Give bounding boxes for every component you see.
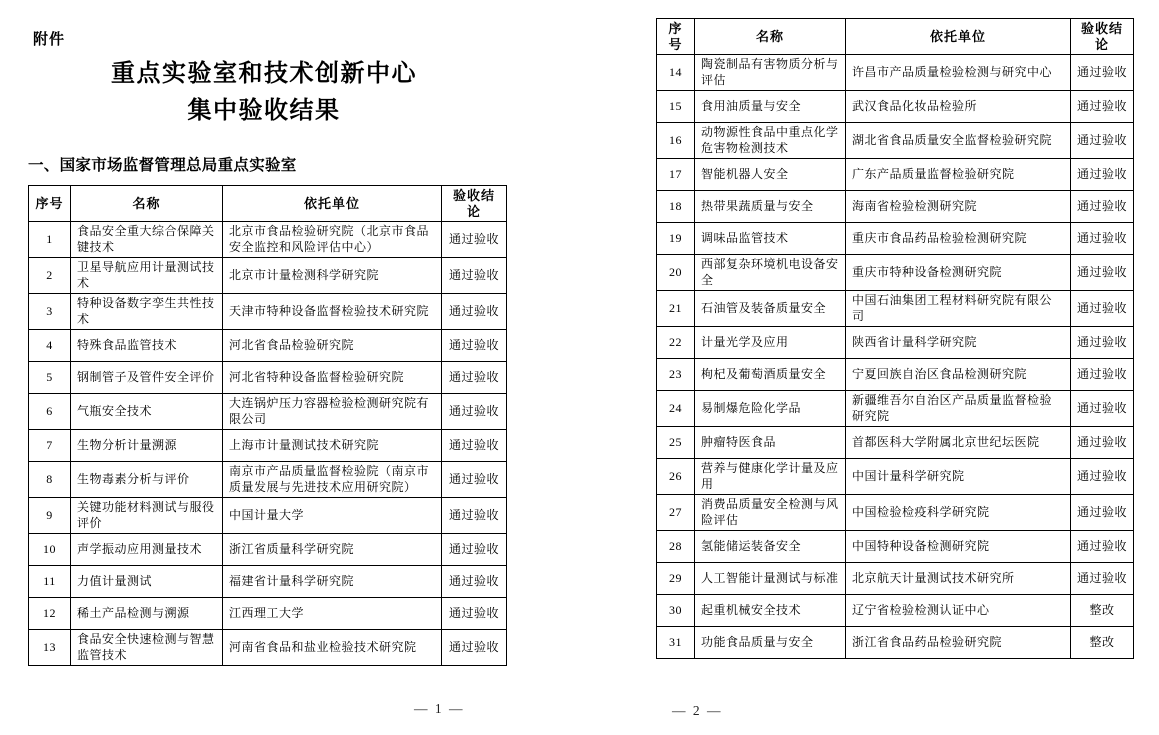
- cell-name: 陶瓷制品有害物质分析与评估: [695, 55, 846, 91]
- table-row: [657, 123, 1134, 159]
- table-row: [657, 291, 1134, 327]
- cell-no: 26: [657, 459, 695, 495]
- cell-result: 通过验收: [1071, 191, 1134, 223]
- cell-name: 力值计量测试: [71, 566, 223, 598]
- cell-unit: 辽宁省检验检测认证中心: [846, 595, 1071, 627]
- table-row: [657, 55, 1134, 91]
- cell-no: 1: [29, 222, 71, 258]
- cell-unit: 江西理工大学: [223, 598, 442, 630]
- cell-unit: 武汉食品化妆品检验所: [846, 91, 1071, 123]
- cell-unit: 中国计量大学: [223, 498, 442, 534]
- cell-name: 食品安全快速检测与智慧监管技术: [71, 630, 223, 666]
- cell-unit: 北京航天计量测试技术研究所: [846, 563, 1071, 595]
- table-row: [657, 91, 1134, 123]
- cell-result: 通过验收: [1071, 159, 1134, 191]
- cell-unit: 北京市计量检测科学研究院: [223, 258, 442, 294]
- document-title-line1: 重点实验室和技术创新中心: [111, 61, 417, 87]
- cell-no: 21: [657, 291, 695, 327]
- table-row: [29, 394, 507, 430]
- column-header-name: 名称: [695, 19, 846, 55]
- cell-no: 24: [657, 391, 695, 427]
- table-row: [657, 427, 1134, 459]
- table-row: [29, 294, 507, 330]
- cell-unit: 陕西省计量科学研究院: [846, 327, 1071, 359]
- cell-result: 通过验收: [442, 362, 507, 394]
- cell-unit: 中国特种设备检测研究院: [846, 531, 1071, 563]
- column-header-no: 序号: [657, 19, 695, 55]
- cell-unit: 河北省食品检验研究院: [223, 330, 442, 362]
- cell-unit: 湖北省食品质量安全监督检验研究院: [846, 123, 1071, 159]
- cell-no: 23: [657, 359, 695, 391]
- cell-no: 18: [657, 191, 695, 223]
- cell-name: 食用油质量与安全: [695, 91, 846, 123]
- cell-no: 6: [29, 394, 71, 430]
- table-row: [29, 598, 507, 630]
- results-table-page1: [28, 185, 507, 666]
- cell-name: 声学振动应用测量技术: [71, 534, 223, 566]
- cell-name: 动物源性食品中重点化学危害物检测技术: [695, 123, 846, 159]
- table-header-row: [29, 186, 507, 222]
- cell-unit: 新疆维吾尔自治区产品质量监督检验研究院: [846, 391, 1071, 427]
- cell-result: 通过验收: [442, 630, 507, 666]
- cell-no: 19: [657, 223, 695, 255]
- table-row: [29, 330, 507, 362]
- page-number-1: — 1 —: [414, 701, 465, 716]
- cell-result: 通过验收: [1071, 291, 1134, 327]
- document-title: [0, 56, 528, 130]
- cell-result: 通过验收: [442, 462, 507, 498]
- cell-result: 通过验收: [442, 598, 507, 630]
- cell-name: 关键功能材料测试与服役评价: [71, 498, 223, 534]
- table-row: [29, 630, 507, 666]
- table-row: [29, 362, 507, 394]
- table-row: [657, 595, 1134, 627]
- table-row: [657, 627, 1134, 659]
- cell-result: 通过验收: [1071, 459, 1134, 495]
- cell-unit: 南京市产品质量监督检验院（南京市质量发展与先进技术应用研究院）: [223, 462, 442, 498]
- results-table-page2: [656, 18, 1134, 659]
- cell-unit: 中国石油集团工程材料研究院有限公司: [846, 291, 1071, 327]
- cell-result: 通过验收: [1071, 391, 1134, 427]
- cell-no: 7: [29, 430, 71, 462]
- cell-name: 生物毒素分析与评价: [71, 462, 223, 498]
- cell-result: 通过验收: [1071, 123, 1134, 159]
- cell-result: 通过验收: [442, 498, 507, 534]
- cell-name: 易制爆危险化学品: [695, 391, 846, 427]
- table-row: [29, 430, 507, 462]
- cell-name: 人工智能计量测试与标准: [695, 563, 846, 595]
- cell-no: 15: [657, 91, 695, 123]
- cell-result: 通过验收: [442, 566, 507, 598]
- cell-no: 5: [29, 362, 71, 394]
- table-row: [657, 159, 1134, 191]
- document-title-line2: 集中验收结果: [187, 98, 341, 124]
- cell-result: 通过验收: [442, 294, 507, 330]
- column-header-name: 名称: [71, 186, 223, 222]
- section-heading: 一、国家市场监督管理总局重点实验室: [28, 157, 297, 174]
- cell-name: 钢制管子及管件安全评价: [71, 362, 223, 394]
- table-row: [657, 531, 1134, 563]
- cell-no: 3: [29, 294, 71, 330]
- cell-unit: 海南省检验检测研究院: [846, 191, 1071, 223]
- column-header-result: 验收结论: [442, 186, 507, 222]
- cell-no: 4: [29, 330, 71, 362]
- cell-result: 通过验收: [1071, 495, 1134, 531]
- cell-name: 功能食品质量与安全: [695, 627, 846, 659]
- cell-unit: 宁夏回族自治区食品检测研究院: [846, 359, 1071, 391]
- cell-name: 石油管及装备质量安全: [695, 291, 846, 327]
- cell-name: 特殊食品监管技术: [71, 330, 223, 362]
- cell-unit: 中国检验检疫科学研究院: [846, 495, 1071, 531]
- table-row: [657, 391, 1134, 427]
- cell-unit: 浙江省质量科学研究院: [223, 534, 442, 566]
- cell-name: 生物分析计量溯源: [71, 430, 223, 462]
- cell-result: 通过验收: [1071, 327, 1134, 359]
- cell-no: 22: [657, 327, 695, 359]
- cell-unit: 上海市计量测试技术研究院: [223, 430, 442, 462]
- cell-result: 通过验收: [1071, 91, 1134, 123]
- cell-name: 起重机械安全技术: [695, 595, 846, 627]
- cell-unit: 广东产品质量监督检验研究院: [846, 159, 1071, 191]
- cell-unit: 福建省计量科学研究院: [223, 566, 442, 598]
- attachment-label: 附件: [33, 31, 66, 48]
- column-header-result: 验收结论: [1071, 19, 1134, 55]
- cell-result: 通过验收: [1071, 255, 1134, 291]
- cell-unit: 重庆市特种设备检测研究院: [846, 255, 1071, 291]
- cell-result: 通过验收: [442, 394, 507, 430]
- cell-no: 29: [657, 563, 695, 595]
- table-row: [29, 258, 507, 294]
- cell-name: 气瓶安全技术: [71, 394, 223, 430]
- cell-name: 消费品质量安全检测与风险评估: [695, 495, 846, 531]
- cell-no: 10: [29, 534, 71, 566]
- cell-name: 智能机器人安全: [695, 159, 846, 191]
- cell-no: 2: [29, 258, 71, 294]
- cell-unit: 中国计量科学研究院: [846, 459, 1071, 495]
- table-row: [657, 255, 1134, 291]
- cell-unit: 浙江省食品药品检验研究院: [846, 627, 1071, 659]
- cell-result: 通过验收: [1071, 223, 1134, 255]
- table-row: [29, 534, 507, 566]
- cell-name: 西部复杂环境机电设备安全: [695, 255, 846, 291]
- table-row: [657, 459, 1134, 495]
- table-row: [29, 566, 507, 598]
- cell-name: 卫星导航应用计量测试技术: [71, 258, 223, 294]
- cell-no: 30: [657, 595, 695, 627]
- cell-name: 稀土产品检测与溯源: [71, 598, 223, 630]
- cell-name: 特种设备数字孪生共性技术: [71, 294, 223, 330]
- cell-unit: 大连锅炉压力容器检验检测研究院有限公司: [223, 394, 442, 430]
- cell-no: 14: [657, 55, 695, 91]
- cell-no: 12: [29, 598, 71, 630]
- table-row: [29, 498, 507, 534]
- cell-result: 通过验收: [442, 222, 507, 258]
- cell-unit: 北京市食品检验研究院（北京市食品安全监控和风险评估中心）: [223, 222, 442, 258]
- cell-result: 通过验收: [1071, 359, 1134, 391]
- cell-result: 通过验收: [442, 258, 507, 294]
- cell-result: 通过验收: [1071, 531, 1134, 563]
- cell-result: 整改: [1071, 627, 1134, 659]
- cell-no: 9: [29, 498, 71, 534]
- table-row: [657, 223, 1134, 255]
- cell-unit: 许昌市产品质量检验检测与研究中心: [846, 55, 1071, 91]
- table-row: [657, 191, 1134, 223]
- cell-name: 枸杞及葡萄酒质量安全: [695, 359, 846, 391]
- cell-result: 通过验收: [1071, 55, 1134, 91]
- cell-unit: 河南省食品和盐业检验技术研究院: [223, 630, 442, 666]
- cell-name: 热带果蔬质量与安全: [695, 191, 846, 223]
- cell-no: 27: [657, 495, 695, 531]
- cell-result: 通过验收: [442, 330, 507, 362]
- cell-name: 食品安全重大综合保障关键技术: [71, 222, 223, 258]
- cell-name: 营养与健康化学计量及应用: [695, 459, 846, 495]
- table-row: [657, 563, 1134, 595]
- cell-name: 氢能储运装备安全: [695, 531, 846, 563]
- table-row: [657, 327, 1134, 359]
- cell-no: 17: [657, 159, 695, 191]
- table-row: [29, 462, 507, 498]
- cell-no: 31: [657, 627, 695, 659]
- cell-unit: 天津市特种设备监督检验技术研究院: [223, 294, 442, 330]
- column-header-unit: 依托单位: [223, 186, 442, 222]
- cell-result: 整改: [1071, 595, 1134, 627]
- cell-no: 20: [657, 255, 695, 291]
- cell-unit: 河北省特种设备监督检验研究院: [223, 362, 442, 394]
- cell-no: 8: [29, 462, 71, 498]
- table-row: [29, 222, 507, 258]
- cell-result: 通过验收: [442, 430, 507, 462]
- table-header-row: [657, 19, 1134, 55]
- cell-result: 通过验收: [1071, 427, 1134, 459]
- column-header-unit: 依托单位: [846, 19, 1071, 55]
- page-number-2: — 2 —: [672, 703, 723, 718]
- cell-name: 计量光学及应用: [695, 327, 846, 359]
- cell-no: 28: [657, 531, 695, 563]
- cell-name: 调味品监管技术: [695, 223, 846, 255]
- cell-name: 肿瘤特医食品: [695, 427, 846, 459]
- cell-no: 11: [29, 566, 71, 598]
- cell-result: 通过验收: [1071, 563, 1134, 595]
- cell-unit: 重庆市食品药品检验检测研究院: [846, 223, 1071, 255]
- table-row: [657, 495, 1134, 531]
- column-header-no: 序号: [29, 186, 71, 222]
- cell-no: 13: [29, 630, 71, 666]
- cell-no: 16: [657, 123, 695, 159]
- table-row: [657, 359, 1134, 391]
- cell-no: 25: [657, 427, 695, 459]
- cell-result: 通过验收: [442, 534, 507, 566]
- cell-unit: 首都医科大学附属北京世纪坛医院: [846, 427, 1071, 459]
